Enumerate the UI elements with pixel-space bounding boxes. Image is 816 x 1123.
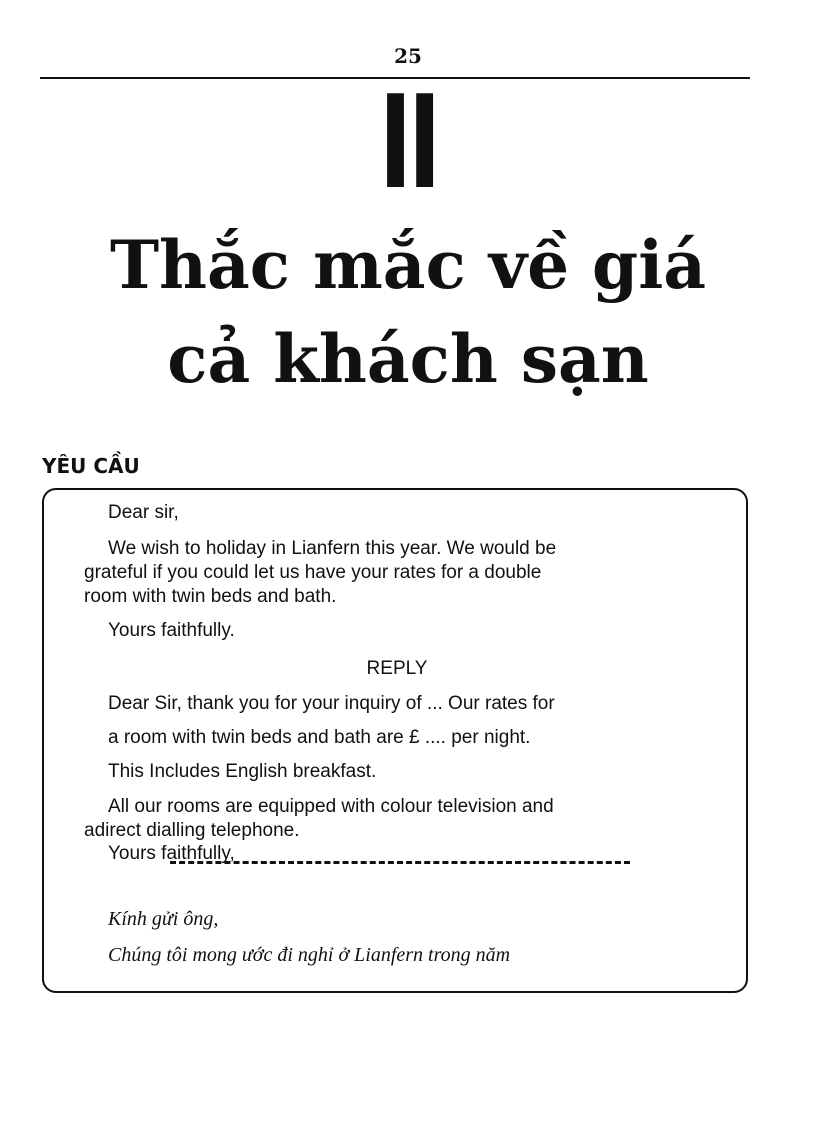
letter-box (42, 488, 748, 993)
reply-line: a room with twin beds and bath are £ .... per night. (108, 727, 531, 748)
divider-dashes (170, 861, 630, 864)
reply-closing: Yours faithfully, (108, 843, 235, 864)
request-closing: Yours faithfully. (108, 620, 235, 641)
translation-line: Chúng tôi mong ước đi nghỉ ở Lianfern trong năm (108, 944, 511, 966)
reply-line: All our rooms are equipped with colour television and (108, 796, 554, 817)
section-label: YÊU CẦU (42, 454, 140, 478)
chapter-numeral: II (378, 69, 438, 218)
request-body-line: grateful if you could let us have your rates for a double (84, 562, 542, 583)
page-number: 25 (394, 44, 422, 68)
chapter-title-line-1: Thắc mắc về giá (109, 226, 707, 304)
reply-line: adirect dialling telephone. (84, 820, 300, 841)
request-salutation: Dear sir, (108, 502, 179, 523)
request-body-line: room with twin beds and bath. (84, 586, 337, 607)
request-body-line: We wish to holiday in Lianfern this year. We would be (108, 538, 557, 559)
reply-line: This Includes English breakfast. (108, 761, 377, 782)
translation-salutation: Kính gửi ông, (108, 908, 219, 930)
chapter-title (0, 218, 816, 406)
reply-heading: REPLY (366, 658, 428, 679)
reply-line: Dear Sir, thank you for your inquiry of ... Our rates for (108, 693, 555, 714)
chapter-title-line-2: cả khách sạn (167, 320, 649, 398)
